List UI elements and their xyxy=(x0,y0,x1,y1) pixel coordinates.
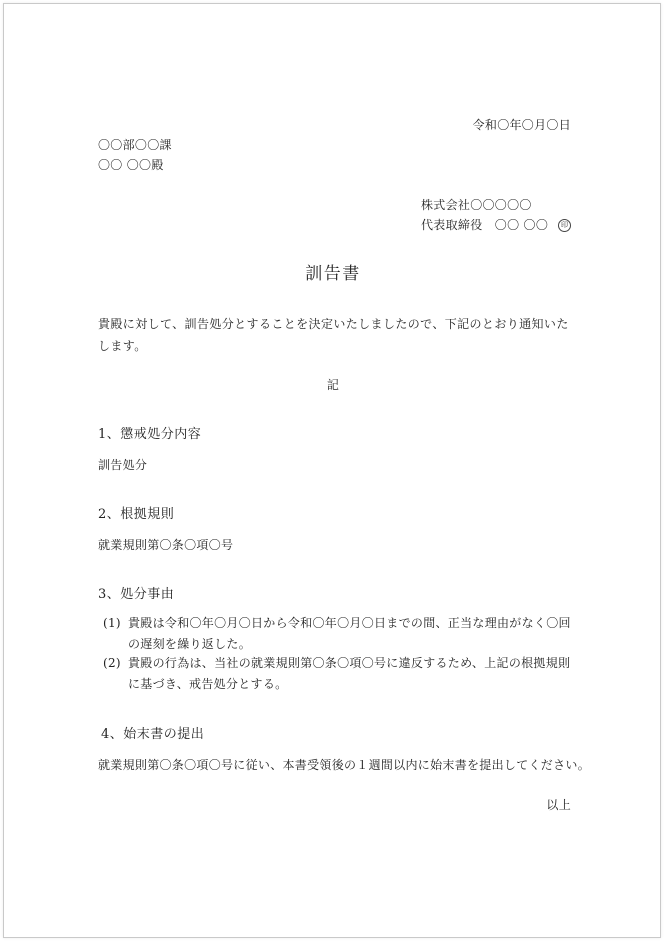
recipient-department: 〇〇部〇〇課 xyxy=(98,138,172,152)
section-body-4: 就業規則第〇条〇項〇号に従い、本書受領後の１週間以内に始末書を提出してください。 xyxy=(98,758,591,772)
reason-number: (1) xyxy=(103,616,121,630)
section-heading-2: 2、根拠規則 xyxy=(98,507,175,522)
section-heading-1: 1、懲戒処分内容 xyxy=(98,427,202,442)
section-heading-3: 3、処分事由 xyxy=(98,587,175,602)
closing-text: 以上 xyxy=(546,798,571,812)
seal-stamp: 印 xyxy=(558,219,571,232)
section-body-2: 就業規則第〇条〇項〇号 xyxy=(98,538,234,552)
sender-company: 株式会社〇〇〇〇〇 xyxy=(421,198,532,212)
section-body-1: 訓告処分 xyxy=(98,458,148,472)
sender-representative-row xyxy=(421,215,571,235)
section-heading-4: 4、始末書の提出 xyxy=(101,727,205,742)
intro-paragraph: 貴殿に対して、訓告処分とすることを決定いたしましたので、下記のとおり通知いたします。 xyxy=(98,317,569,353)
reason-text: 貴殿は令和〇年〇月〇日から令和〇年〇月〇日までの間、正当な理由がなく〇回の遅刻を繰り返した。 xyxy=(128,616,571,651)
reason-text: 貴殿の行為は、当社の就業規則第〇条〇項〇号に違反するため、上記の根拠規則に基づき、戒告処分とする。 xyxy=(128,656,571,691)
reason-number: (2) xyxy=(103,656,121,670)
document-date: 令和〇年〇月〇日 xyxy=(472,118,571,132)
sender-representative: 代表取締役 〇〇 〇〇 xyxy=(421,218,549,232)
ki-marker: 記 xyxy=(326,378,340,392)
recipient-name: 〇〇 〇〇殿 xyxy=(98,158,164,172)
document-title: 訓告書 xyxy=(305,264,361,284)
